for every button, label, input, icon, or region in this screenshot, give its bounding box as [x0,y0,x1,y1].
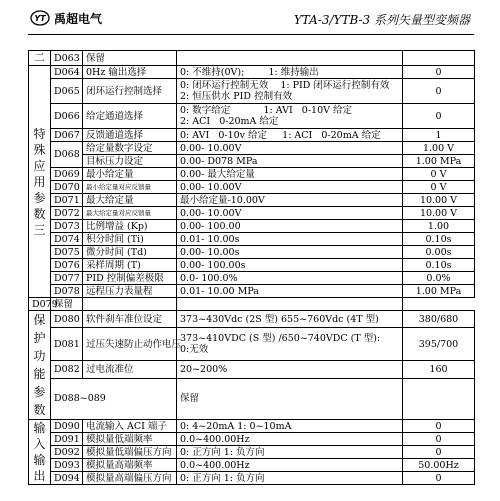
param-code: D077 [51,272,83,285]
param-name: 最小给定量 [83,168,177,181]
table-row [29,298,475,311]
param-name: 给定量数字设定 [83,142,177,155]
param-range: 0: 4~20mA 1: 0~10mA [177,420,403,433]
param-code: D076 [51,259,83,272]
table-row [29,378,475,419]
param-code: D088~089 [51,378,177,419]
group-label-special: 特殊应用参数三 [29,66,51,298]
param-range: 0: 正方向 1: 负方向 [177,472,403,485]
param-name: 比例增益 (Kp) [83,220,177,233]
param-default: 0 [403,420,475,433]
param-default: 0 [403,66,475,79]
param-name: 最小给定量对应反馈量 [83,181,177,194]
param-name: 最大给定量对应反馈量 [83,207,177,220]
param-default: 10.00 V [403,207,475,220]
table-row [29,129,475,142]
table-row [29,446,475,459]
param-name: 闭环运行控制选择 [83,79,177,104]
param-default: 0.0% [403,272,475,285]
param-default: 10.00 V [403,194,475,207]
param-code: D069 [51,168,83,181]
param-default: 380/680 [403,311,475,328]
param-code: D082 [51,361,83,378]
param-default: 50.00Hz [403,459,475,472]
param-range: 0.00- 10.00V [177,207,403,220]
table-row [29,311,475,328]
param-code: D072 [51,207,83,220]
document-title: YTA-3/YTB-3 系列矢量型变频器 [293,13,470,27]
table-row [29,361,475,378]
param-default: 0 V [403,168,475,181]
param-name: 模拟量高端频率 [83,459,177,472]
param-code: D092 [51,446,83,459]
param-range: 保留 [177,378,403,419]
param-range [83,298,177,311]
table-row [29,246,475,259]
param-default: 1.00 [403,220,475,233]
param-name: 反馈通道选择 [83,129,177,142]
param-default: 0 [403,79,475,104]
table-row [29,104,475,129]
page-header [0,0,500,40]
param-code: D068 [51,142,83,168]
table-row [29,220,475,233]
param-range: 0: 闭环运行控制无效 1: PID 闭环运行控制有效 2: 恒压供水 PID 控制有效 [177,79,403,104]
param-range [177,51,403,66]
param-code: D067 [51,129,83,142]
param-default [403,378,475,419]
param-default: 0.00s [403,246,475,259]
param-code: D064 [51,66,83,79]
header-divider [28,34,474,35]
table-row [29,66,475,79]
param-code: D080 [51,311,83,328]
param-range: 0.01- 10.00s [177,233,403,246]
param-range: 0.0~400.00Hz [177,433,403,446]
param-range: 最小给定量-10.00V [177,194,403,207]
param-name: 电流输入 ACI 端子 [83,420,177,433]
company-name: 禹超电气 [54,12,103,26]
param-name: 软件刹车准位设定 [83,311,177,328]
param-code: D081 [51,328,83,361]
group-label-2: 二 [29,51,51,66]
param-range: 0.00- D078 MPa [177,155,403,168]
parameter-table-body [29,51,475,485]
group-label-io: 输入输出 [29,420,51,485]
param-range: 0.00- 100.00s [177,259,403,272]
table-row [29,272,475,285]
param-name: 采样周期 (T) [83,259,177,272]
param-range: 0.00- 100.00 [177,220,403,233]
param-code: D093 [51,459,83,472]
param-default: 0 [403,104,475,129]
param-default: 0 [403,446,475,459]
table-row [29,142,475,155]
param-name: 模拟量低端偏压方向 [83,446,177,459]
param-range: 0.00- 10.00V [177,142,403,155]
param-name: 过电流准位 [83,361,177,378]
parameter-table [28,50,475,485]
svg-text:YT: YT [34,14,46,23]
param-name: PID 控制偏差极限 [83,272,177,285]
param-default: 1.00 MPa [403,285,475,298]
param-default [177,298,403,311]
param-default [403,51,475,66]
param-range: 20~200% [177,361,403,378]
param-default: 0 [403,433,475,446]
param-default: 1.00 V [403,142,475,155]
table-row [29,433,475,446]
param-code: D074 [51,233,83,246]
param-default: 0 [403,472,475,485]
param-name: 目标压力设定 [83,155,177,168]
table-row [29,459,475,472]
param-code: D065 [51,79,83,104]
param-code: D079 [29,298,51,311]
param-default: 395/700 [403,328,475,361]
param-default: 160 [403,361,475,378]
table-row [29,79,475,104]
company-logo [30,8,50,28]
param-name: 过压失速防止动作电压 [83,328,177,361]
param-default: 0.10s [403,259,475,272]
table-row [29,51,475,66]
param-range: 0.0- 100.0% [177,272,403,285]
param-code: D063 [51,51,83,66]
param-default: 0.10s [403,233,475,246]
param-name: 保留 [51,298,83,311]
param-range: 0.0~400.00Hz [177,459,403,472]
param-code: D073 [51,220,83,233]
table-row [29,194,475,207]
param-range: 0: 正方向 1: 负方向 [177,446,403,459]
group-label-protect: 保护功能参数 [29,311,51,420]
param-code: D078 [51,285,83,298]
table-row [29,168,475,181]
param-name: 给定通道选择 [83,104,177,129]
param-code: D070 [51,181,83,194]
param-name: 积分时间 (Ti) [83,233,177,246]
table-row [29,181,475,194]
table-row [29,233,475,246]
param-name: 最大给定量 [83,194,177,207]
param-range: 0: 数字给定 1: AVI 0-10V 给定 2: ACI 0-20mA 给定 [177,104,403,129]
table-row [29,285,475,298]
table-row [29,472,475,485]
table-row [29,207,475,220]
param-range: 0: AVI 0-10v 给定 1: ACI 0-20mA 给定 [177,129,403,142]
table-row [29,259,475,272]
param-name: 模拟量低端频率 [83,433,177,446]
param-range: 0.00- 10.00V [177,181,403,194]
param-code: D090 [51,420,83,433]
param-name: 远程压力表量程 [83,285,177,298]
table-row [29,155,475,168]
table-row [29,420,475,433]
param-code: D066 [51,104,83,129]
param-code: D091 [51,433,83,446]
param-name: 0Hz 输出选择 [83,66,177,79]
param-range: 0.00- 最大给定量 [177,168,403,181]
param-range: 0.00- 10.00s [177,246,403,259]
param-default: 1 [403,129,475,142]
param-name: 保留 [83,51,177,66]
param-range: 0.01- 10.00 MPa [177,285,403,298]
param-code: D094 [51,472,83,485]
param-code: D075 [51,246,83,259]
table-row [29,328,475,361]
param-name: 微分时间 (Td) [83,246,177,259]
param-range: 0: 不维持(0V); 1: 维持输出 [177,66,403,79]
param-default: 0 V [403,181,475,194]
param-range: 373~410VDC (S 型) /650~740VDC (T 型): 0:无效 [177,328,403,361]
param-default: 1.00 MPa [403,155,475,168]
param-range: 373~430Vdc (2S 型) 655~760Vdc (4T 型) [177,311,403,328]
param-name: 模拟量高端偏压方向 [83,472,177,485]
param-code: D071 [51,194,83,207]
